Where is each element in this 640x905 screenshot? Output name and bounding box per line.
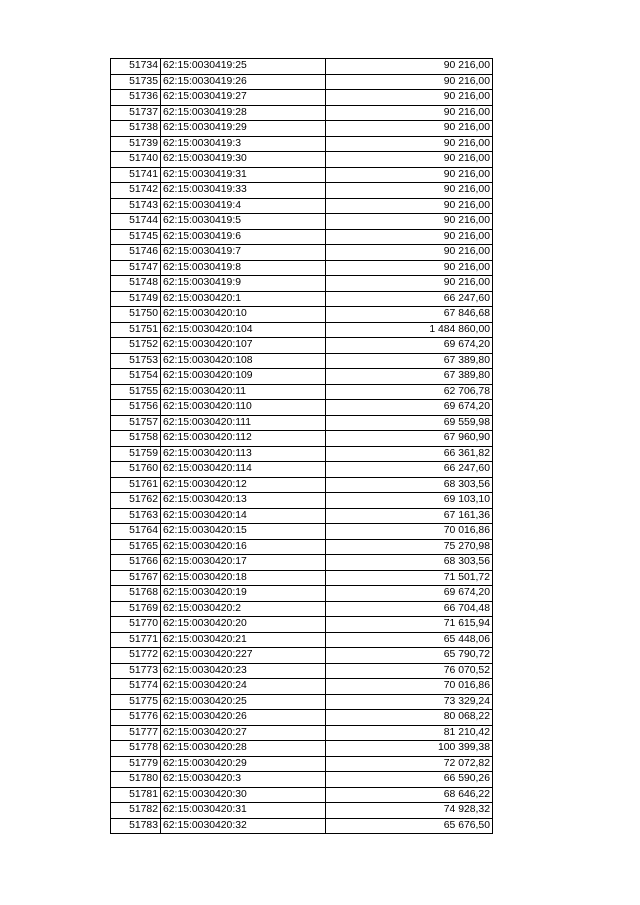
table-body <box>111 59 493 834</box>
cadastral-value-cell: 90 216,00 <box>326 276 493 292</box>
cadastral-number-cell: 62:15:0030420:114 <box>161 462 326 478</box>
cadastral-number-cell: 62:15:0030420:27 <box>161 725 326 741</box>
cadastral-value-cell: 69 674,20 <box>326 338 493 354</box>
cadastral-number-cell: 62:15:0030420:30 <box>161 787 326 803</box>
row-number-cell: 51750 <box>111 307 161 323</box>
table-row <box>111 787 493 803</box>
cadastral-value-cell: 66 247,60 <box>326 462 493 478</box>
table-row <box>111 570 493 586</box>
cadastral-value-cell: 90 216,00 <box>326 59 493 75</box>
row-number-cell: 51738 <box>111 121 161 137</box>
cadastral-number-cell: 62:15:0030419:5 <box>161 214 326 230</box>
cadastral-number-cell: 62:15:0030420:14 <box>161 508 326 524</box>
row-number-cell: 51781 <box>111 787 161 803</box>
table-row <box>111 632 493 648</box>
cadastral-value-cell: 90 216,00 <box>326 90 493 106</box>
table-row <box>111 803 493 819</box>
table-row <box>111 229 493 245</box>
cadastral-number-cell: 62:15:0030419:9 <box>161 276 326 292</box>
cadastral-value-cell: 69 559,98 <box>326 415 493 431</box>
cadastral-value-cell: 74 928,32 <box>326 803 493 819</box>
table-row <box>111 679 493 695</box>
table-row <box>111 725 493 741</box>
cadastral-value-cell: 71 615,94 <box>326 617 493 633</box>
row-number-cell: 51747 <box>111 260 161 276</box>
row-number-cell: 51765 <box>111 539 161 555</box>
cadastral-number-cell: 62:15:0030419:25 <box>161 59 326 75</box>
table-row <box>111 539 493 555</box>
table-row <box>111 74 493 90</box>
row-number-cell: 51768 <box>111 586 161 602</box>
row-number-cell: 51767 <box>111 570 161 586</box>
cadastral-number-cell: 62:15:0030420:11 <box>161 384 326 400</box>
cadastral-number-cell: 62:15:0030419:29 <box>161 121 326 137</box>
cadastral-value-cell: 68 646,22 <box>326 787 493 803</box>
cadastral-value-cell: 70 016,86 <box>326 524 493 540</box>
cadastral-value-cell: 66 590,26 <box>326 772 493 788</box>
cadastral-value-cell: 72 072,82 <box>326 756 493 772</box>
table-row <box>111 601 493 617</box>
table-row <box>111 322 493 338</box>
cadastral-number-cell: 62:15:0030420:26 <box>161 710 326 726</box>
row-number-cell: 51755 <box>111 384 161 400</box>
cadastral-number-cell: 62:15:0030419:28 <box>161 105 326 121</box>
cadastral-number-cell: 62:15:0030420:2 <box>161 601 326 617</box>
cadastral-value-cell: 75 270,98 <box>326 539 493 555</box>
cadastral-value-cell: 62 706,78 <box>326 384 493 400</box>
cadastral-number-cell: 62:15:0030419:3 <box>161 136 326 152</box>
cadastral-number-cell: 62:15:0030419:26 <box>161 74 326 90</box>
cadastral-number-cell: 62:15:0030420:110 <box>161 400 326 416</box>
cadastral-number-cell: 62:15:0030420:24 <box>161 679 326 695</box>
row-number-cell: 51748 <box>111 276 161 292</box>
row-number-cell: 51759 <box>111 446 161 462</box>
cadastral-number-cell: 62:15:0030420:28 <box>161 741 326 757</box>
table-row <box>111 338 493 354</box>
row-number-cell: 51773 <box>111 663 161 679</box>
cadastral-value-cell: 81 210,42 <box>326 725 493 741</box>
cadastral-value-cell: 90 216,00 <box>326 136 493 152</box>
row-number-cell: 51762 <box>111 493 161 509</box>
cadastral-number-cell: 62:15:0030420:25 <box>161 694 326 710</box>
table-row <box>111 663 493 679</box>
cadastral-number-cell: 62:15:0030420:15 <box>161 524 326 540</box>
row-number-cell: 51751 <box>111 322 161 338</box>
table-row <box>111 307 493 323</box>
row-number-cell: 51760 <box>111 462 161 478</box>
cadastral-number-cell: 62:15:0030420:23 <box>161 663 326 679</box>
row-number-cell: 51735 <box>111 74 161 90</box>
table-row <box>111 741 493 757</box>
table-row <box>111 183 493 199</box>
row-number-cell: 51769 <box>111 601 161 617</box>
cadastral-number-cell: 62:15:0030419:8 <box>161 260 326 276</box>
cadastral-number-cell: 62:15:0030420:29 <box>161 756 326 772</box>
row-number-cell: 51761 <box>111 477 161 493</box>
table-row <box>111 90 493 106</box>
cadastral-number-cell: 62:15:0030420:227 <box>161 648 326 664</box>
table-row <box>111 555 493 571</box>
cadastral-value-cell: 66 361,82 <box>326 446 493 462</box>
row-number-cell: 51766 <box>111 555 161 571</box>
row-number-cell: 51779 <box>111 756 161 772</box>
cadastral-number-cell: 62:15:0030420:104 <box>161 322 326 338</box>
cadastral-number-cell: 62:15:0030420:113 <box>161 446 326 462</box>
row-number-cell: 51741 <box>111 167 161 183</box>
table-row <box>111 431 493 447</box>
row-number-cell: 51782 <box>111 803 161 819</box>
table-row <box>111 524 493 540</box>
cadastral-value-cell: 67 161,36 <box>326 508 493 524</box>
table-row <box>111 276 493 292</box>
cadastral-value-cell: 66 704,48 <box>326 601 493 617</box>
cadastral-number-cell: 62:15:0030420:108 <box>161 353 326 369</box>
cadastral-value-cell: 90 216,00 <box>326 152 493 168</box>
cadastral-number-cell: 62:15:0030419:33 <box>161 183 326 199</box>
row-number-cell: 51763 <box>111 508 161 524</box>
cadastral-number-cell: 62:15:0030419:30 <box>161 152 326 168</box>
cadastral-value-cell: 65 790,72 <box>326 648 493 664</box>
cadastral-value-cell: 65 448,06 <box>326 632 493 648</box>
table-row <box>111 167 493 183</box>
row-number-cell: 51749 <box>111 291 161 307</box>
cadastral-value-cell: 80 068,22 <box>326 710 493 726</box>
cadastral-number-cell: 62:15:0030419:31 <box>161 167 326 183</box>
cadastral-value-cell: 90 216,00 <box>326 121 493 137</box>
table-row <box>111 369 493 385</box>
cadastral-value-cell: 69 674,20 <box>326 586 493 602</box>
cadastral-number-cell: 62:15:0030420:12 <box>161 477 326 493</box>
cadastral-number-cell: 62:15:0030420:19 <box>161 586 326 602</box>
cadastral-value-cell: 66 247,60 <box>326 291 493 307</box>
cadastral-number-cell: 62:15:0030419:27 <box>161 90 326 106</box>
row-number-cell: 51734 <box>111 59 161 75</box>
cadastral-number-cell: 62:15:0030420:111 <box>161 415 326 431</box>
cadastral-number-cell: 62:15:0030420:32 <box>161 818 326 834</box>
row-number-cell: 51780 <box>111 772 161 788</box>
cadastral-number-cell: 62:15:0030420:18 <box>161 570 326 586</box>
cadastral-number-cell: 62:15:0030420:3 <box>161 772 326 788</box>
table-row <box>111 198 493 214</box>
row-number-cell: 51777 <box>111 725 161 741</box>
row-number-cell: 51740 <box>111 152 161 168</box>
table-row <box>111 617 493 633</box>
row-number-cell: 51758 <box>111 431 161 447</box>
row-number-cell: 51736 <box>111 90 161 106</box>
cadastral-value-cell: 67 389,80 <box>326 353 493 369</box>
cadastral-value-cell: 67 960,90 <box>326 431 493 447</box>
cadastral-number-cell: 62:15:0030420:109 <box>161 369 326 385</box>
cadastral-value-cell: 100 399,38 <box>326 741 493 757</box>
cadastral-number-cell: 62:15:0030420:31 <box>161 803 326 819</box>
cadastral-number-cell: 62:15:0030419:4 <box>161 198 326 214</box>
row-number-cell: 51772 <box>111 648 161 664</box>
row-number-cell: 51739 <box>111 136 161 152</box>
cadastral-value-table <box>110 58 493 834</box>
cadastral-value-cell: 65 676,50 <box>326 818 493 834</box>
row-number-cell: 51771 <box>111 632 161 648</box>
row-number-cell: 51774 <box>111 679 161 695</box>
row-number-cell: 51743 <box>111 198 161 214</box>
table-row <box>111 121 493 137</box>
cadastral-number-cell: 62:15:0030420:13 <box>161 493 326 509</box>
cadastral-value-cell: 69 103,10 <box>326 493 493 509</box>
cadastral-value-cell: 76 070,52 <box>326 663 493 679</box>
table-row <box>111 818 493 834</box>
cadastral-number-cell: 62:15:0030419:7 <box>161 245 326 261</box>
table-row <box>111 400 493 416</box>
row-number-cell: 51742 <box>111 183 161 199</box>
cadastral-value-cell: 68 303,56 <box>326 555 493 571</box>
row-number-cell: 51744 <box>111 214 161 230</box>
cadastral-value-cell: 90 216,00 <box>326 183 493 199</box>
cadastral-value-cell: 70 016,86 <box>326 679 493 695</box>
row-number-cell: 51757 <box>111 415 161 431</box>
cadastral-value-cell: 68 303,56 <box>326 477 493 493</box>
table-row <box>111 694 493 710</box>
table-row <box>111 462 493 478</box>
table-row <box>111 245 493 261</box>
cadastral-value-cell: 71 501,72 <box>326 570 493 586</box>
table-row <box>111 214 493 230</box>
cadastral-number-cell: 62:15:0030420:112 <box>161 431 326 447</box>
cadastral-number-cell: 62:15:0030419:6 <box>161 229 326 245</box>
cadastral-value-cell: 90 216,00 <box>326 198 493 214</box>
row-number-cell: 51745 <box>111 229 161 245</box>
table-row <box>111 772 493 788</box>
cadastral-number-cell: 62:15:0030420:21 <box>161 632 326 648</box>
row-number-cell: 51783 <box>111 818 161 834</box>
row-number-cell: 51746 <box>111 245 161 261</box>
row-number-cell: 51775 <box>111 694 161 710</box>
row-number-cell: 51737 <box>111 105 161 121</box>
row-number-cell: 51756 <box>111 400 161 416</box>
row-number-cell: 51753 <box>111 353 161 369</box>
table-row <box>111 493 493 509</box>
row-number-cell: 51776 <box>111 710 161 726</box>
table-row <box>111 508 493 524</box>
cadastral-value-cell: 90 216,00 <box>326 260 493 276</box>
table-row <box>111 152 493 168</box>
table-row <box>111 415 493 431</box>
cadastral-value-cell: 69 674,20 <box>326 400 493 416</box>
cadastral-value-cell: 67 846,68 <box>326 307 493 323</box>
cadastral-value-cell: 67 389,80 <box>326 369 493 385</box>
row-number-cell: 51752 <box>111 338 161 354</box>
cadastral-number-cell: 62:15:0030420:1 <box>161 291 326 307</box>
cadastral-value-cell: 90 216,00 <box>326 214 493 230</box>
table-row <box>111 353 493 369</box>
cadastral-value-cell: 90 216,00 <box>326 105 493 121</box>
cadastral-number-cell: 62:15:0030420:16 <box>161 539 326 555</box>
table-row <box>111 136 493 152</box>
table-row <box>111 59 493 75</box>
table-row <box>111 105 493 121</box>
cadastral-number-cell: 62:15:0030420:20 <box>161 617 326 633</box>
row-number-cell: 51754 <box>111 369 161 385</box>
cadastral-value-cell: 90 216,00 <box>326 229 493 245</box>
table-row <box>111 446 493 462</box>
table-row <box>111 710 493 726</box>
row-number-cell: 51770 <box>111 617 161 633</box>
cadastral-value-cell: 73 329,24 <box>326 694 493 710</box>
table-row <box>111 477 493 493</box>
table-row <box>111 260 493 276</box>
cadastral-number-cell: 62:15:0030420:10 <box>161 307 326 323</box>
table-row <box>111 648 493 664</box>
cadastral-value-cell: 90 216,00 <box>326 167 493 183</box>
cadastral-value-cell: 90 216,00 <box>326 245 493 261</box>
cadastral-number-cell: 62:15:0030420:17 <box>161 555 326 571</box>
cadastral-value-cell: 1 484 860,00 <box>326 322 493 338</box>
row-number-cell: 51778 <box>111 741 161 757</box>
table-row <box>111 586 493 602</box>
table-row <box>111 384 493 400</box>
table-row <box>111 291 493 307</box>
cadastral-number-cell: 62:15:0030420:107 <box>161 338 326 354</box>
table-row <box>111 756 493 772</box>
cadastral-value-cell: 90 216,00 <box>326 74 493 90</box>
row-number-cell: 51764 <box>111 524 161 540</box>
